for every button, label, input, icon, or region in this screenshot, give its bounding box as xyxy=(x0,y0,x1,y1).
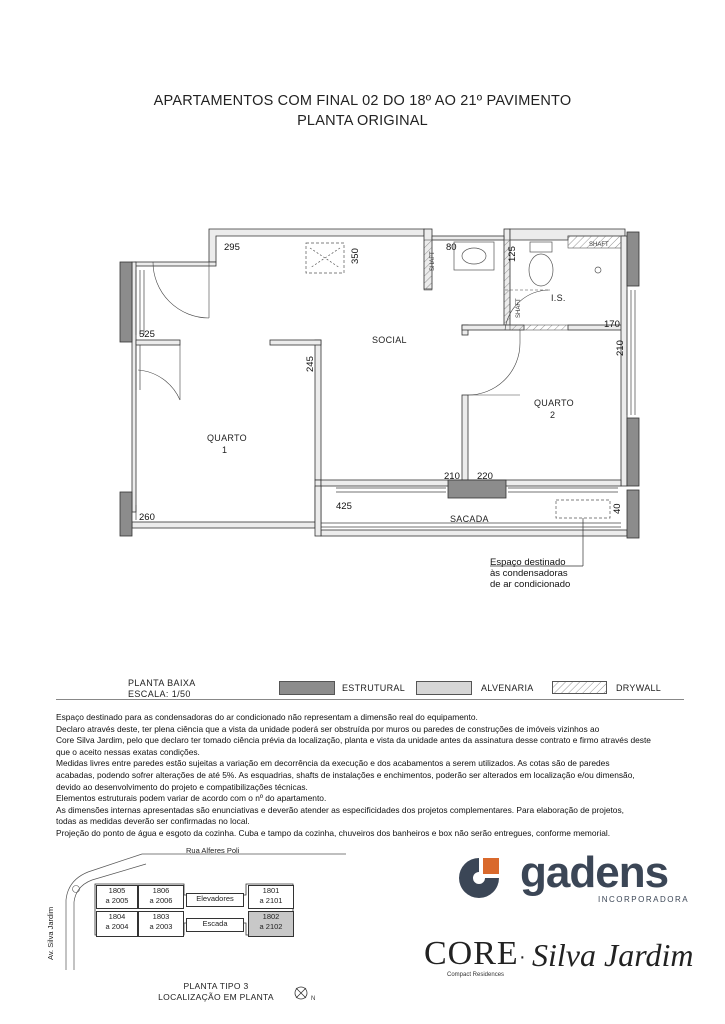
logo-separator-dot: · xyxy=(519,946,526,968)
unit-range: a 2004 xyxy=(105,922,129,931)
room-quarto2-label: QUARTO xyxy=(534,398,574,408)
room-is: I.S. xyxy=(551,293,566,303)
north-arrow-icon xyxy=(293,985,319,1003)
unit-range: a 2005 xyxy=(105,896,129,905)
shaft-label-top: SHAFT xyxy=(589,242,609,248)
svg-text:N: N xyxy=(311,996,316,1002)
core-wordmark: CORE xyxy=(424,935,519,972)
unit-range: a 2006 xyxy=(149,896,173,905)
scale-block xyxy=(128,678,196,700)
condenser-note-line2: às condensadoras xyxy=(490,568,568,579)
location-caption-2: LOCALIZAÇÃO EM PLANTA xyxy=(158,992,274,1002)
dim-425: 425 xyxy=(336,501,352,512)
disclaimer-line: Declaro através deste, ter plena ciência que a vista da unidade poderá ser obstruída por muros ou paredes de construções de imóveis vizinhos ao xyxy=(56,723,600,734)
dim-220: 220 xyxy=(477,471,493,482)
dim-525: 525 xyxy=(139,329,155,340)
plan-subtitle: PLANTA ORIGINAL xyxy=(297,113,428,129)
condenser-note-line3: de ar condicionado xyxy=(490,579,571,590)
street-side-label: Av. Silva Jardim xyxy=(46,906,55,960)
disclaimer-line: todas as medidas deverão ser confirmadas no local. xyxy=(56,816,250,827)
dim-40: 40 xyxy=(612,503,623,514)
gadens-incorporadora: INCORPORADORA xyxy=(598,895,690,904)
unit-number: 1802 xyxy=(262,912,280,921)
legend-swatch-alvenaria xyxy=(416,681,472,695)
disclaimer-line: Medidas livres entre paredes estão sujeitas a variação em decorrência da execução e dos acabamentos a serem utilizados. As cotas são de paredes xyxy=(56,758,610,769)
dim-170: 170 xyxy=(604,319,620,330)
stairs-label: Escada xyxy=(202,919,228,928)
shaft-label-kitchen: SHAFT xyxy=(430,251,436,271)
unit-number: 1806 xyxy=(152,886,170,895)
disclaimer-line: que o aceito nessas exatas condições. xyxy=(56,746,200,757)
unit-number: 1803 xyxy=(152,912,170,921)
unit-range: a 2003 xyxy=(149,922,173,931)
room-quarto2-number: 2 xyxy=(550,410,556,420)
street-top-label: Rua Alferes Poli xyxy=(186,846,240,855)
dim-125: 125 xyxy=(507,246,518,262)
unit-number: 1805 xyxy=(108,886,126,895)
disclaimer-line: Core Silva Jardim, pelo que declaro ter tomado ciência prévia da localização, planta e vista da unidade antes da assinatura desse contrato e firmo através deste xyxy=(56,735,651,746)
escala-label: ESCALA: 1/50 xyxy=(128,689,191,699)
shaft-label-bath: SHAFT xyxy=(516,298,522,318)
unit-1806 xyxy=(138,885,184,909)
dim-295: 295 xyxy=(224,242,240,253)
stairs-block xyxy=(186,918,244,932)
silva-jardim-wordmark: Silva Jardim xyxy=(532,937,694,973)
disclaimer-line: devido ao desenvolvimento do projeto e compatibilizações técnicas. xyxy=(56,781,308,792)
room-quarto1-label: QUARTO xyxy=(207,433,247,443)
room-quarto1-number: 1 xyxy=(222,445,228,455)
room-social: SOCIAL xyxy=(372,335,407,345)
plan-title: APARTAMENTOS COM FINAL 02 DO 18º AO 21º PAVIMENTO xyxy=(153,93,572,109)
unit-1805 xyxy=(96,885,138,909)
room-sacada: SACADA xyxy=(450,514,489,524)
unit-range: a 2101 xyxy=(259,896,283,905)
legend-swatch-estrutural xyxy=(279,681,335,695)
gadens-wordmark: gadens xyxy=(520,848,669,897)
dim-245: 245 xyxy=(305,356,316,372)
legend-swatch-drywall xyxy=(552,681,608,695)
unit-1803 xyxy=(138,911,184,937)
dim-210-horizontal: 210 xyxy=(444,471,460,482)
elevators-block xyxy=(186,893,244,907)
disclaimer-line: Espaço destinado para as condensadoras do ar condicionado não representam a dimensão real do equipamento. xyxy=(56,712,478,722)
disclaimer-line: Elementos estruturais podem variar de acordo com o nº do apartamento. xyxy=(56,793,327,804)
disclaimer-line: Projeção do ponto de água e esgoto da cozinha. Cuba e tampo da cozinha, chuveiros dos banheiros e box não serão entregues, conforme memorial. xyxy=(56,827,611,838)
elevators-label: Elevadores xyxy=(196,894,234,903)
condenser-note-line1: Espaço destinado xyxy=(490,557,566,568)
door-swings xyxy=(138,262,550,400)
legend-label-estrutural: ESTRUTURAL xyxy=(342,683,406,693)
unit-1802-highlighted xyxy=(248,911,294,937)
dim-350: 350 xyxy=(350,248,361,264)
disclaimer-line: acabadas, podendo sofrer alterações de até 5%. As esquadrias, shafts de instalações e enchimentos, poderão ser alterados em localização e/ou dimensão, xyxy=(56,769,635,780)
unit-number: 1801 xyxy=(262,886,280,895)
dim-80: 80 xyxy=(446,242,457,253)
legend-label-drywall: DRYWALL xyxy=(616,683,662,693)
unit-1804 xyxy=(96,911,138,937)
core-subtitle: Compact Residences xyxy=(447,972,505,978)
planta-baixa-label: PLANTA BAIXA xyxy=(128,678,196,688)
unit-1801 xyxy=(248,885,294,909)
legend-divider xyxy=(56,699,684,700)
disclaimer-text xyxy=(56,712,686,840)
disclaimer-line: As dimensões internas apresentadas são enunciativas e deverão atender as especificidades dos projetos complementares. Para elaboração de projetos, xyxy=(56,804,624,815)
legend-label-alvenaria: ALVENARIA xyxy=(481,683,534,693)
unit-range: a 2102 xyxy=(259,922,283,931)
unit-number: 1804 xyxy=(108,912,126,921)
dim-260: 260 xyxy=(139,512,155,523)
dim-210-vertical: 210 xyxy=(615,340,626,356)
gadens-logo-mark-icon xyxy=(457,856,501,900)
location-caption-1: PLANTA TIPO 3 xyxy=(183,981,249,991)
